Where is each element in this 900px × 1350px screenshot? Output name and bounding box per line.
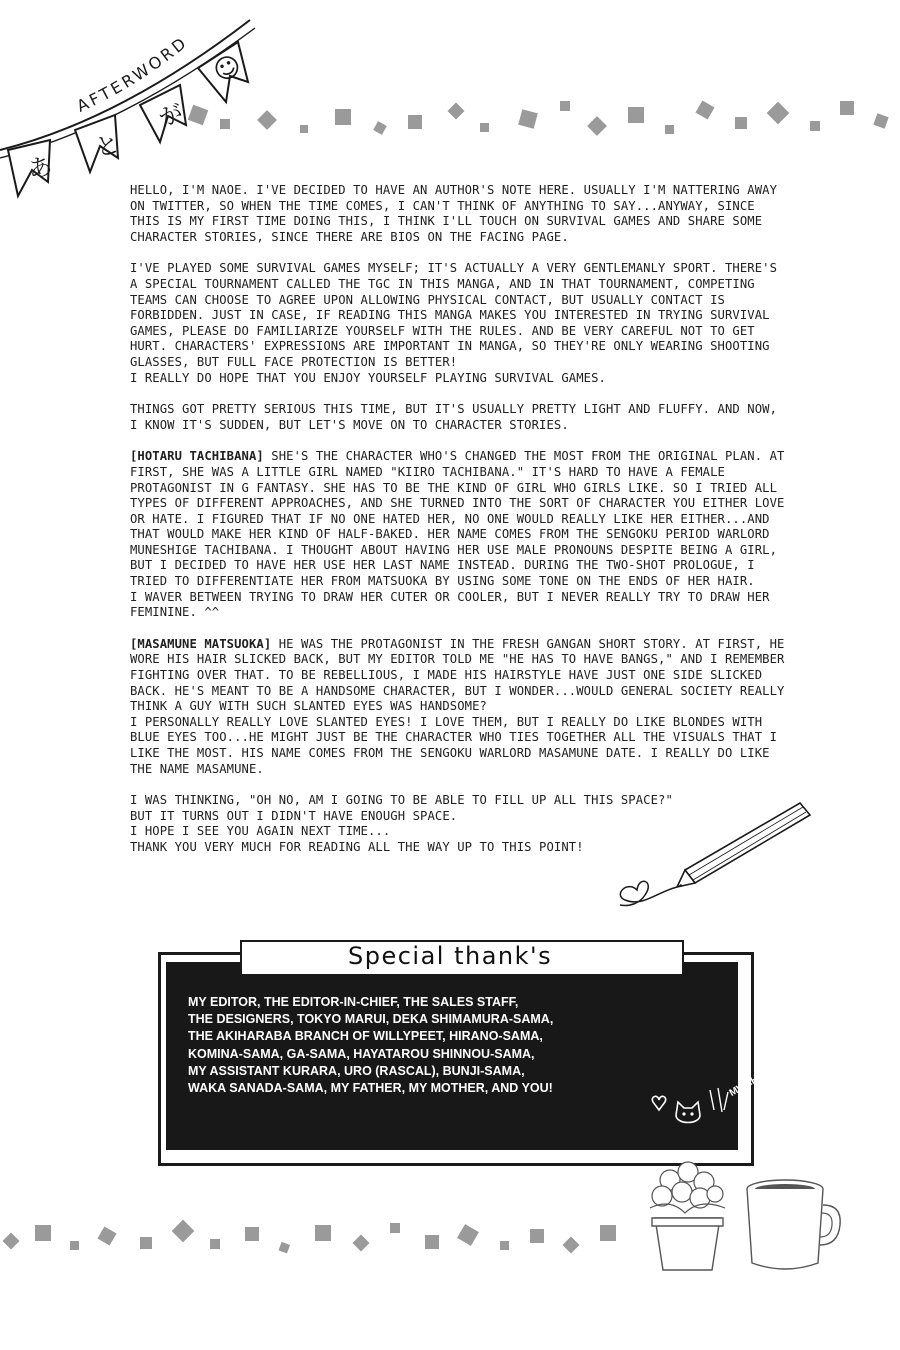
paragraph-intro-text: HELLO, I'M NAOE. I'VE DECIDED TO HAVE AN AUTHOR'S NOTE HERE. USUALLY I'M NATTERING AWAY ON TWITTER, SO WHEN THE TIME COMES, I CAN'T THINK OF ANYTHING TO SAY...ANYWAY, SINCE THIS IS MY FIRST TIME DOING THIS, I THINK I'LL TOUCH ON SURVIVAL GAMES AND SHARE SOME CHARACTER STORIES, SINCE THERE ARE BIOS ON THE FACING PAGE.: [130, 183, 778, 244]
hotaru-heading: [HOTARU TACHIBANA]: [130, 449, 264, 464]
paragraph-transition: [130, 402, 790, 433]
masamune-heading: [MASAMUNE MATSUOKA]: [130, 636, 272, 651]
afterword-title: AFTERWORD: [73, 32, 192, 116]
coffee-mug-doodle: [740, 1175, 845, 1275]
special-thanks-body: MY EDITOR, THE EDITOR-IN-CHIEF, THE SALES STAFF, THE DESIGNERS, TOKYO MARUI, DEKA SHIMAMURA-SAMA, THE AKIHARABA BRANCH OF WILLYPEET, HIRANO-SAMA, KOMINA-SAMA, GA-SAMA, HAYATAROU SHINNOU-SAMA, MY ASSISTANT KURARA, URO (RASCAL), BUNJI-SAMA, WAKA SANADA-SAMA, MY FATHER, MY MOTHER, AND YOU!: [188, 995, 554, 1096]
paragraph-masamune: [130, 637, 790, 777]
potted-flower-doodle: [640, 1158, 735, 1273]
pencil-heart-doodle: [615, 795, 815, 910]
smiley-icon: ☺: [208, 49, 247, 89]
afterword-text: [130, 183, 790, 872]
paragraph-closing-text: I WAS THINKING, "OH NO, AM I GOING TO BE ABLE TO FILL UP ALL THIS SPACE?" BUT IT TURNS OUT I DIDN'T HAVE ENOUGH SPACE. I HOPE I SEE YOU AGAIN NEXT TIME... THANK YOU VERY MUCH FOR READING ALL THE WAY UP TO THIS POINT!: [130, 793, 673, 854]
mwah-doodle-text: MWAH!: [727, 1071, 764, 1100]
paragraph-hotaru-text: SHE'S THE CHARACTER WHO'S CHANGED THE MOST FROM THE ORIGINAL PLAN. AT FIRST, SHE WAS A LITTLE GIRL NAMED "KIIRO TACHIBANA." IT'S HARD TO HAVE A FEMALE PROTAGONIST IN G FANTASY. SHE HAS TO BE THE KIND OF GIRL WHO GIRLS LIKE. SO I TRIED ALL TYPES OF DIFFERENT APPROACHES, AND SHE TURNED INTO THE SORT OF CHARACTER YOU EITHER LOVE OR HATE. I FIGURED THAT IF NO ONE HATED HER, NO ONE WOULD REALLY LIKE HER EITHER...AND THAT WOULD MAKE HER KIND OF HALF-BAKED. HER NAME COMES FROM THE SENGOKU PERIOD WARLORD MUNESHIGE TACHIBANA. I THOUGHT ABOUT HAVING HER USE MALE PRONOUNS DESPITE BEING A GIRL, BUT I DECIDED TO HAVE HER USE HER LAST NAME INSTEAD. DURING THE TWO-SHOT PROLOGUE, I TRIED TO DIFFERENTIATE HER FROM MATSUOKA BY USING SOME TONE ON THE ENDS OF HER HAIR. I WAVER BETWEEN TRYING TO DRAW HER CUTER OR COOLER, BUT I NEVER REALLY TRY TO DRAW HER FEMININE. ^^: [130, 449, 785, 620]
paragraph-transition-text: THINGS GOT PRETTY SERIOUS THIS TIME, BUT IT'S USUALLY PRETTY LIGHT AND FLUFFY. AND NOW, I KNOW IT'S SUDDEN, BUT LET'S MOVE ON TO CHARACTER STORIES.: [130, 402, 778, 432]
special-thanks-title: Special thank's: [348, 942, 553, 970]
paragraph-masamune-text: HE WAS THE PROTAGONIST IN THE FRESH GANGAN SHORT STORY. AT FIRST, HE WORE HIS HAIR SLICKED BACK, BUT MY EDITOR TOLD ME "HE HAS TO HAVE BANGS," AND I REMEMBER FIGHTING OVER THAT. TO BE REBELLIOUS, I MADE HIS HAIRSTYLE HAVE JUST ONE SIDE SLICKED BACK. HE'S MEANT TO BE A HANDSOME CHARACTER, BUT I WONDER...WOULD GENERAL SOCIETY REALLY THINK A GUY WITH SUCH SLANTED EYES WAS HANDSOME? I PERSONALLY REALLY LOVE SLANTED EYES! I LOVE THEM, BUT I REALLY DO LIKE BLONDES WITH BLUE EYES TOO...HE MIGHT JUST BE THE CHARACTER WHO TIES TOGETHER ALL THE VISUALS THAT I LIKE THE MOST. HIS NAME COMES FROM THE SENGOKU WARLORD MASAMUNE DATE. I REALLY DO LIKE THE NAME MASAMUNE.: [130, 636, 785, 776]
tone-dots-bottom: [0, 1215, 640, 1260]
paragraph-hotaru: [130, 449, 790, 621]
special-thanks-board: [158, 940, 764, 1165]
paragraph-survival-games: [130, 261, 790, 386]
banner-char-3: が: [154, 98, 187, 134]
tone-dots-top: [150, 95, 900, 145]
paragraph-survival-games-text: I'VE PLAYED SOME SURVIVAL GAMES MYSELF; IT'S ACTUALLY A VERY GENTLEMANLY SPORT. THERE'S A SPECIAL TOURNAMENT CALLED THE TGC IN THIS MANGA, AND IN THAT TOURNAMENT, COMPETING TEAMS CAN CHOOSE TO AGREE UPON ALLOWING PHYSICAL CONTACT, BUT USUALLY CONTACT IS FORBIDDEN. JUST IN CASE, IF READING THIS MANGA MAKES YOU INTERESTED IN TRYING SURVIVAL GAMES, PLEASE DO FAMILIARIZE YOURSELF WITH THE RULES. AND BE VERY CAREFUL NOT TO GET HURT. CHARACTERS' EXPRESSIONS ARE IMPORTANT IN MANGA, SO THEY'RE ONLY WEARING SHOOTING GLASSES, BUT FULL FACE PROTECTION IS BETTER! I REALLY DO HOPE THAT YOU ENJOY YOURSELF PLAYING SURVIVAL GAMES.: [130, 261, 778, 385]
banner-char-2: と: [92, 129, 123, 163]
banner-char-1: あ: [26, 152, 55, 184]
paragraph-intro: [130, 183, 790, 245]
